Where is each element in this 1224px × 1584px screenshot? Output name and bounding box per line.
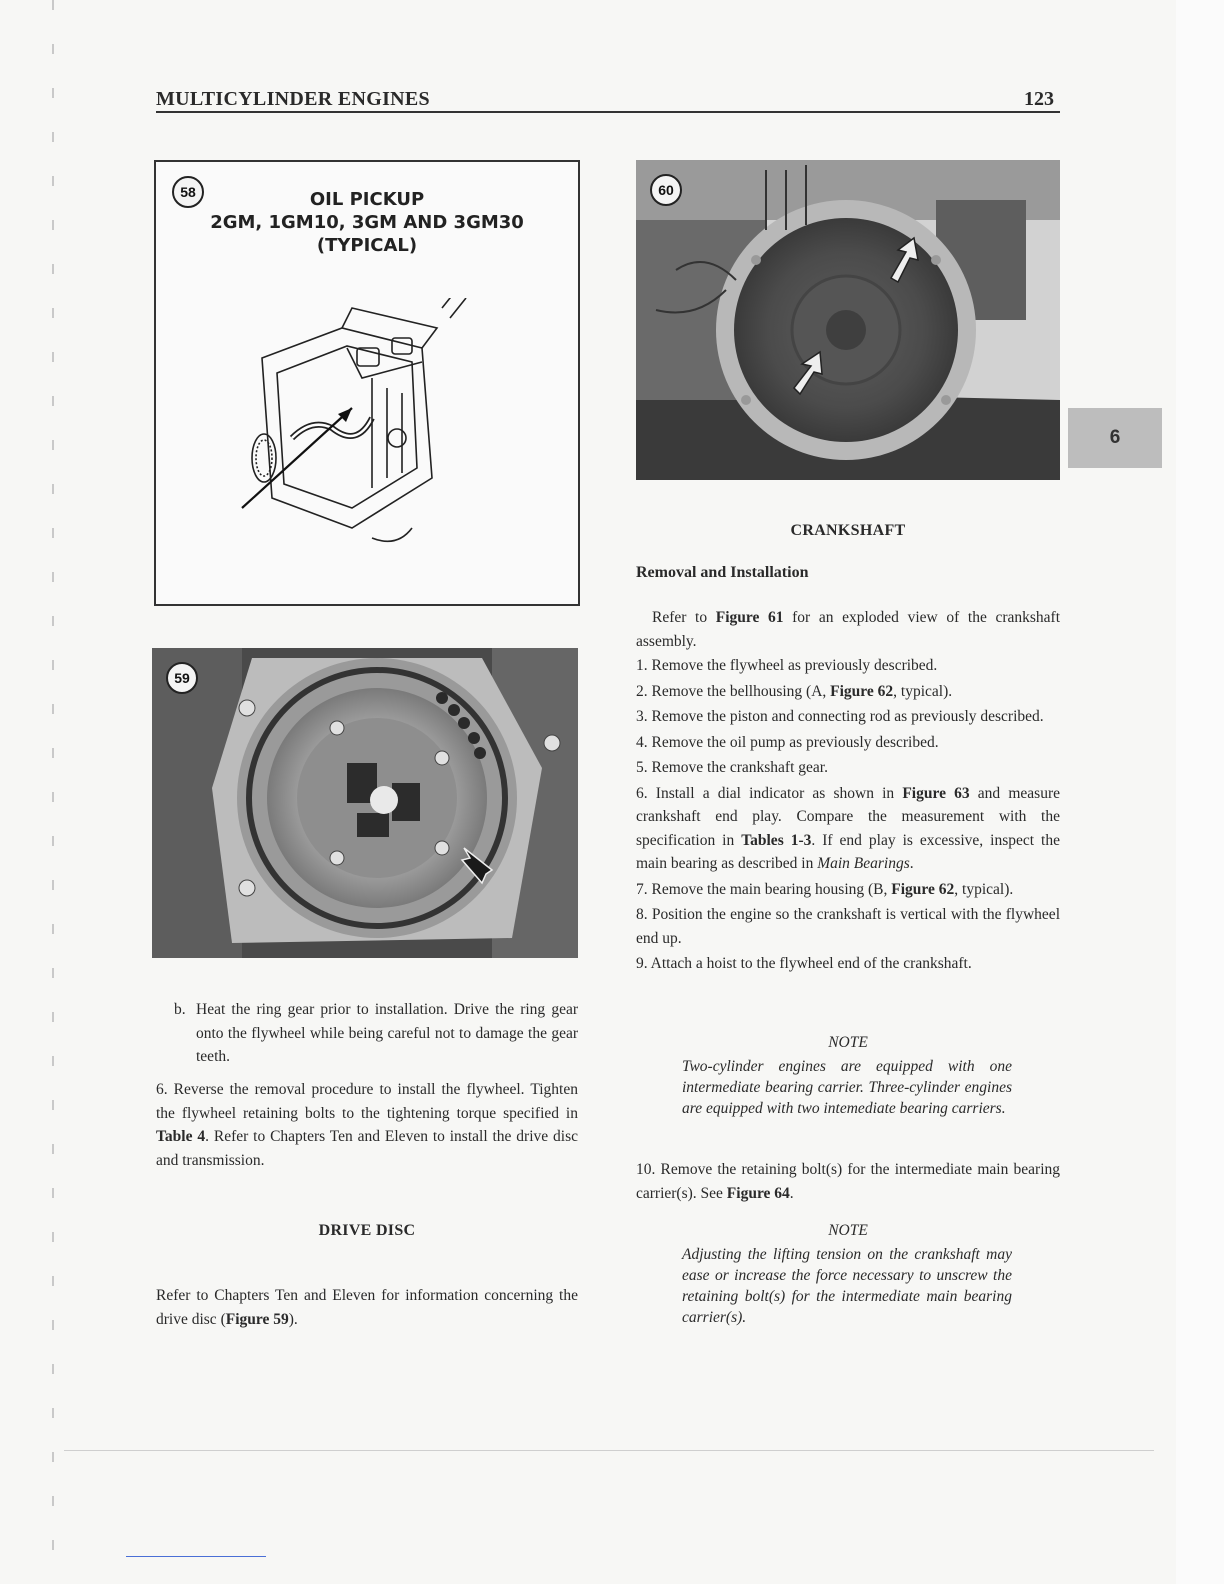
- bellhousing-photo-image: [636, 160, 1060, 480]
- step-7-a: 7. Remove the main bearing housing (B,: [636, 880, 892, 898]
- note-2-body: Adjusting the lifting tension on the crankshaft may ease or increase the force necessary to unscrew the retaining bolt(s) for the intermediate main bearing carrier(s).: [682, 1246, 1012, 1326]
- step-2: [636, 680, 1060, 704]
- running-header-title: MULTICYLINDER ENGINES: [156, 88, 430, 110]
- table-4-ref: Table 4: [156, 1128, 206, 1145]
- chapter-tab[interactable]: 6: [1068, 408, 1162, 468]
- step-6-text-c: . Refer to Chapters Ten and Eleven to install the drive disc and transmission.: [156, 1128, 578, 1169]
- figure-61-ref: Figure 61: [715, 609, 784, 626]
- figure-64-ref: Figure 64: [726, 1184, 790, 1202]
- drive-text-a: Refer to Chapters Ten and Eleven for information concerning the drive disc (: [156, 1287, 578, 1328]
- step-10-c: .: [789, 1184, 794, 1202]
- removal-installation-heading: Removal and Installation: [636, 564, 809, 581]
- figure-58-oil-pickup: [154, 160, 580, 606]
- step-10: [636, 1158, 1060, 1205]
- step-6-c: and measure crankshaft end play. Compare the measurement with the specification in: [636, 784, 1060, 849]
- drive-disc-paragraph: [156, 1284, 578, 1331]
- step-5: 5. Remove the crankshaft gear.: [636, 759, 828, 776]
- crankshaft-intro: [636, 606, 1060, 653]
- figure-60-bellhousing-photo: [636, 160, 1060, 480]
- footer-link-underline[interactable]: [126, 1556, 266, 1557]
- step-7-c: , typical).: [954, 880, 1014, 898]
- step-6-g: .: [909, 855, 914, 872]
- step-2-a: 2. Remove the bellhousing (A,: [636, 682, 831, 700]
- figure-60-number: 60: [650, 174, 682, 206]
- step-6: [636, 782, 1060, 876]
- figure-59-ref: Figure 59: [225, 1310, 289, 1328]
- step-6-text-a: Reverse the removal procedure to install the flywheel. Tighten the flywheel retaining bolts to the tightening torque specified in: [156, 1081, 578, 1122]
- substep-b-text: Heat the ring gear prior to installation. Drive the ring gear onto the flywheel while being careful not to damage the gear teeth.: [196, 1001, 578, 1065]
- drive-text-c: ).: [288, 1310, 298, 1328]
- step-9: 9. Attach a hoist to the flywheel end of the crankshaft.: [636, 955, 972, 972]
- step-1: 1. Remove the flywheel as previously described.: [636, 657, 938, 674]
- note-1-title: NOTE: [828, 1034, 868, 1051]
- note-2-title: NOTE: [828, 1222, 868, 1239]
- step-3: 3. Remove the piston and connecting rod as previously described.: [636, 708, 1044, 725]
- step-4: 4. Remove the oil pump as previously described.: [636, 733, 939, 751]
- crankshaft-steps: [636, 654, 1060, 978]
- figure-58-number: 58: [172, 176, 204, 208]
- step-2-c: , typical).: [893, 682, 953, 700]
- note-1-body: Two-cylinder engines are equipped with one intermediate bearing carrier. Three-cylinder engines are equipped with two intemediate bearing carriers.: [682, 1058, 1012, 1117]
- step-6-install: [156, 1078, 578, 1172]
- substep-b-label: b.: [174, 1001, 186, 1018]
- step-7: [636, 878, 1060, 902]
- flywheel-photo-image: [152, 648, 578, 958]
- tables-ref: Tables 1-3: [741, 831, 812, 849]
- step-10-a: 10. Remove the retaining bolt(s) for the intermediate main bearing carrier(s). See: [636, 1161, 1060, 1202]
- drive-disc-heading: DRIVE DISC: [318, 1222, 416, 1239]
- intro-c: for an exploded view of the crankshaft assembly.: [636, 609, 1061, 650]
- substep-b: [174, 998, 578, 1069]
- step-8: 8. Position the engine so the crankshaft is vertical with the flywheel end up.: [636, 906, 1060, 947]
- figure-59-number: 59: [166, 662, 198, 694]
- figure-59-flywheel-photo: [152, 648, 578, 958]
- crankshaft-heading: CRANKSHAFT: [790, 522, 906, 539]
- figure-62-ref: Figure 62: [830, 682, 894, 700]
- figure-58-caption: [156, 188, 578, 257]
- page-margin: [1176, 0, 1224, 1584]
- step-6-a: 6. Install a dial indicator as shown in: [636, 784, 903, 802]
- figure-58-caption-line1: OIL PICKUP: [309, 189, 425, 210]
- header-rule: [156, 111, 1060, 113]
- figure-58-caption-line3: (TYPICAL): [316, 235, 418, 256]
- page-number: 123: [1024, 88, 1054, 110]
- main-bearings-ref: Main Bearings: [817, 855, 910, 872]
- figure-58-caption-line2: 2GM, 1GM10, 3GM AND 3GM30: [210, 212, 524, 233]
- intro-a: Refer to: [652, 609, 716, 626]
- page-binding-edge: [52, 0, 54, 1584]
- oil-pickup-illustration: [222, 298, 472, 578]
- footer-rule: [64, 1450, 1154, 1451]
- figure-62-ref-b: Figure 62: [891, 880, 955, 898]
- step-6-number: 6.: [156, 1081, 168, 1098]
- step-6-e: . If end play is excessive, inspect the main bearing as described in: [636, 831, 1060, 872]
- figure-63-ref: Figure 63: [902, 784, 970, 802]
